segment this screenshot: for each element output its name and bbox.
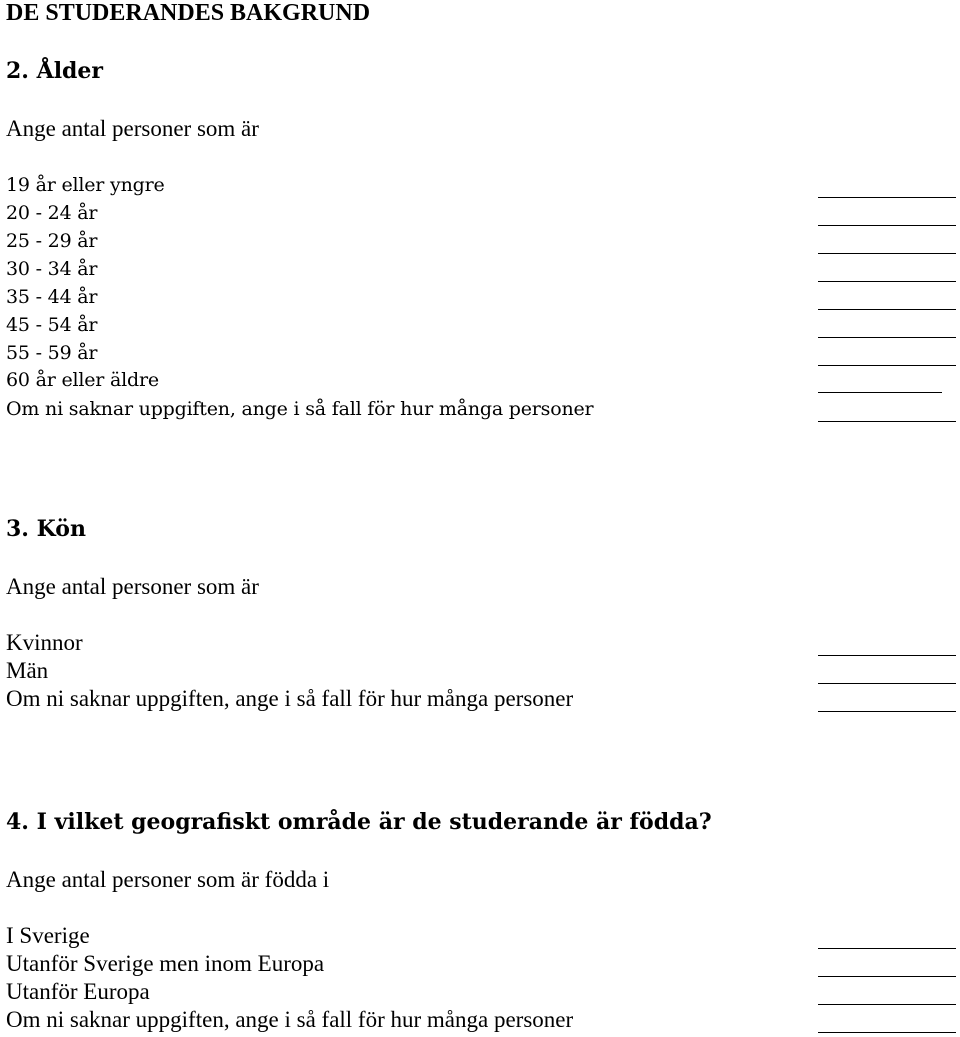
answer-row xyxy=(0,686,960,714)
answer-row xyxy=(0,284,960,312)
row-label: Om ni saknar uppgiften, ange i så fall för hur många personer xyxy=(6,1007,574,1032)
row-label: 30 - 34 år xyxy=(6,258,98,280)
answer-line[interactable] xyxy=(818,392,942,393)
answer-line[interactable] xyxy=(818,197,956,198)
section-heading-gender: 3. Kön xyxy=(6,516,86,542)
answer-row xyxy=(0,312,960,340)
answer-row xyxy=(0,256,960,284)
answer-row xyxy=(0,367,960,395)
answer-line[interactable] xyxy=(818,309,956,310)
answer-line[interactable] xyxy=(818,948,956,949)
row-label: 60 år eller äldre xyxy=(6,369,159,391)
row-label: 25 - 29 år xyxy=(6,230,98,252)
answer-row xyxy=(0,1007,960,1035)
answer-row xyxy=(0,228,960,256)
row-label: 20 - 24 år xyxy=(6,202,98,224)
answer-line[interactable] xyxy=(818,337,956,338)
section-heading-age: 2. Ålder xyxy=(6,58,104,84)
row-label: 45 - 54 år xyxy=(6,314,98,336)
answer-line[interactable] xyxy=(818,683,956,684)
answer-line[interactable] xyxy=(818,421,956,422)
answer-row xyxy=(0,630,960,658)
row-label: Utanför Sverige men inom Europa xyxy=(6,951,325,976)
answer-row xyxy=(0,951,960,979)
answer-row xyxy=(0,979,960,1007)
answer-row xyxy=(0,396,960,424)
answer-line[interactable] xyxy=(818,711,956,712)
answer-row xyxy=(0,200,960,228)
row-label: I Sverige xyxy=(6,923,90,948)
row-label: Om ni saknar uppgiften, ange i så fall för hur många personer xyxy=(6,686,574,711)
row-label: Om ni saknar uppgiften, ange i så fall för hur många personer xyxy=(6,398,594,420)
answer-row xyxy=(0,172,960,200)
answer-line[interactable] xyxy=(818,253,956,254)
answer-line[interactable] xyxy=(818,655,956,656)
section-heading-birthplace: 4. I vilket geografiskt område är de studerande är födda? xyxy=(6,809,712,835)
row-label: Kvinnor xyxy=(6,630,83,655)
answer-line[interactable] xyxy=(818,1004,956,1005)
row-label: Utanför Europa xyxy=(6,979,150,1004)
row-label: 19 år eller yngre xyxy=(6,174,165,196)
answer-line[interactable] xyxy=(818,365,956,366)
answer-line[interactable] xyxy=(818,976,956,977)
answer-row xyxy=(0,658,960,686)
section-intro-birthplace: Ange antal personer som är födda i xyxy=(6,867,330,892)
row-label: 55 - 59 år xyxy=(6,342,98,364)
section-intro-gender: Ange antal personer som är xyxy=(6,574,259,599)
answer-line[interactable] xyxy=(818,281,956,282)
answer-line[interactable] xyxy=(818,1032,956,1033)
answer-line[interactable] xyxy=(818,225,956,226)
page-title: DE STUDERANDES BAKGRUND xyxy=(6,0,371,26)
answer-row xyxy=(0,923,960,951)
answer-row xyxy=(0,340,960,368)
section-intro-age: Ange antal personer som är xyxy=(6,116,259,141)
row-label: 35 - 44 år xyxy=(6,286,98,308)
row-label: Män xyxy=(6,658,49,683)
